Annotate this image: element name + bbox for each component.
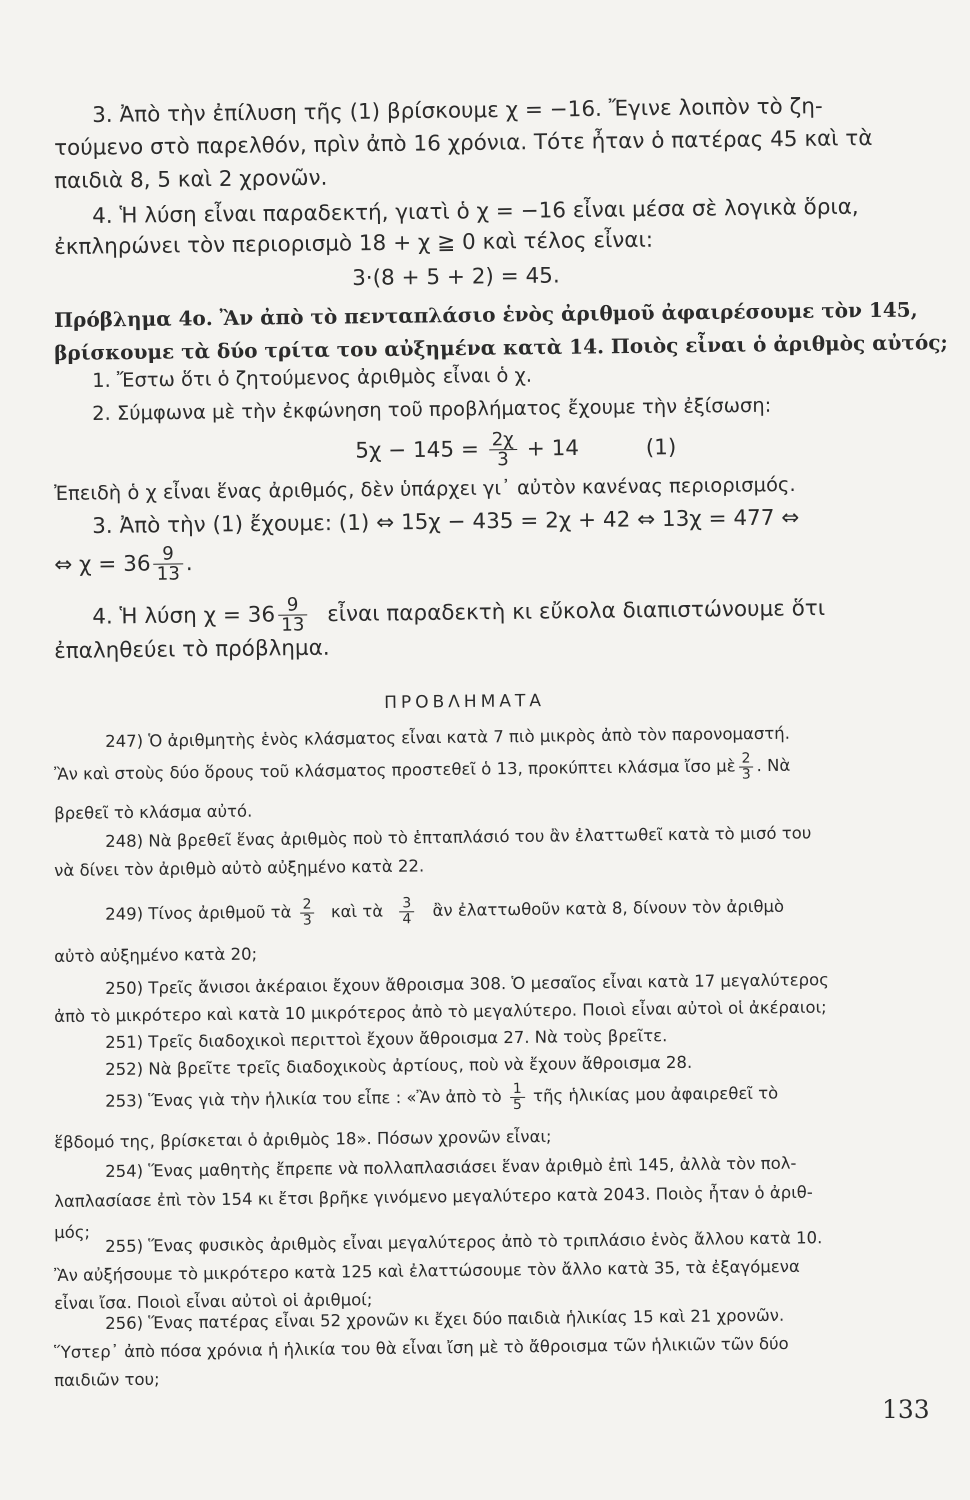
solution-step3-line1: 3. Ἀπὸ τὴν ἐπίλυση τῆς (1) βρίσκουμε χ = −16. Ἔγινε λοιπὸν τὸ ζη- (92, 94, 823, 128)
p253-tail: τῆς ἡλικίας μου ἀφαιρεθεῖ τὸ (532, 1083, 779, 1106)
p247-end: . Νὰ (756, 755, 791, 776)
problem-248-line1: 248) Νὰ βρεθεῖ ἕνας ἀριθμὸς ποὺ τὸ ἑπταπλάσιό του ἂν ἐλαττωθεῖ κατὰ τὸ μισό του (105, 823, 812, 851)
p249-tail: ἂν ἐλαττωθοῦν κατὰ 8, δίνουν τὸν ἀριθμὸ (432, 896, 785, 920)
problem-254-line3: μός; (54, 1222, 91, 1242)
equation-fraction (489, 430, 518, 470)
solution-step4-equation: 3·(8 + 5 + 2) = 45. (352, 263, 560, 291)
fraction-denominator: 13 (281, 614, 305, 636)
fraction-denominator: 5 (512, 1096, 523, 1113)
problem4-title-line1: Πρόβλημα 4ο. Ἂν ἀπὸ τὸ πενταπλάσιο ἑνὸς ἀριθμοῦ ἀφαιρέσουμε τὸν 145, (54, 297, 918, 332)
problem-256-line2: Ὕστερ᾽ ἀπὸ πόσα χρόνια ἡ ἡλικία του θὰ εἶναι ἴση μὲ τὸ ἄθροισμα τῶν ἡλικιῶν τῶν δύο (54, 1334, 789, 1362)
problem-249-line2: αὐτὸ αὐξημένο κατὰ 20; (54, 944, 258, 966)
fraction-numerator: 1 (510, 1082, 525, 1098)
fraction (738, 751, 753, 782)
fraction-numerator: 9 (153, 544, 182, 565)
problem-256-line1: 256) Ἕνας πατέρας εἶναι 52 χρονῶν κι ἔχει δύο παιδιὰ ἡλικίας 15 καὶ 21 χρονῶν. (105, 1305, 785, 1333)
problem-254-line1: 254) Ἕνας μαθητὴς ἔπρεπε νὰ πολλαπλασιάσει ἕναν ἀριθμὸ ἐπὶ 145, ἀλλὰ τὸν πολ- (105, 1153, 797, 1181)
problem-255-line2: Ἂν αὐξήσουμε τὸ μικρότερο κατὰ 125 καὶ ἐλαττώσουμε τὸν ἄλλο κατὰ 35, τὰ ἐξαγόμενα (54, 1256, 800, 1285)
fraction-denominator: 13 (156, 563, 181, 585)
fraction-numerator: 9 (278, 595, 307, 616)
fraction-denominator: 3 (741, 766, 751, 783)
page-number: 133 (882, 1395, 930, 1424)
fraction-denominator: 3 (302, 912, 312, 929)
fraction-denominator: 4 (402, 910, 412, 928)
solution-step3-line3: παιδιὰ 8, 5 καὶ 2 χρονῶν. (54, 165, 328, 194)
problem-251: 251) Τρεῖς διαδοχικοὶ περιττοὶ ἔχουν ἄθροισμα 27. Νὰ τοὺς βρεῖτε. (105, 1026, 668, 1052)
solution-step3-line2: τούμενο στὸ παρελθόν, πρὶν ἀπὸ 16 χρόνια. Τότε ἦταν ὁ πατέρας 45 καὶ τὰ (54, 126, 873, 161)
problem-247-line1: 247) Ὁ ἀριθμητὴς ἑνὸς κλάσματος εἶναι κατὰ 7 πιὸ μικρὸς ἀπὸ τὸν παρονομαστή. (105, 723, 791, 751)
fraction (399, 896, 414, 927)
problem-250-line2: ἀπὸ τὸ μικρότερο καὶ κατὰ 10 μικρότερος ἀπὸ τὸ μεγαλύτερο. Ποιοὶ εἶναι αὐτοὶ οἱ ἀκέραιοι; (54, 997, 827, 1026)
solution-step4-line2: ἐκπληρώνει τὸν περιορισμὸ 18 + χ ≧ 0 καὶ τέλος εἶναι: (54, 227, 654, 260)
solution-step4-line1: 4. Ἡ λύση εἶναι παραδεκτή, γιατὶ ὁ χ = −16 εἶναι μέσα σὲ λογικὰ ὅρια, (92, 194, 859, 229)
problem-253-line2: ἕβδομό της, βρίσκεται ὁ ἀριθμὸς 18». Πόσων χρονῶν εἶναι; (54, 1126, 552, 1152)
problem4-step3-result (54, 544, 193, 585)
problem-256-line3: παιδιῶν του; (54, 1369, 160, 1390)
fraction-denominator: 3 (497, 449, 509, 471)
problem4-step4-line1 (92, 589, 825, 637)
problem-255-line3: εἶναι ἴσα. Ποιοὶ εἶναι αὐτοὶ οἱ ἀριθμοί; (54, 1290, 373, 1313)
problem4-step2: 2. Σύμφωνα μὲ τὴν ἐκφώνηση τοῦ προβλήματος ἔχουμε τὴν ἐξίσωση: (92, 393, 772, 425)
problem4-step1: 1. Ἔστω ὅτι ὁ ζητούμενος ἀριθμὸς εἶναι ὁ χ. (92, 363, 533, 392)
problem-252: 252) Νὰ βρεῖτε τρεῖς διαδοχικοὺς ἀρτίους, ποὺ νὰ ἔχουν ἄθροισμα 28. (105, 1052, 693, 1079)
problem4-title-line2: βρίσκουμε τὰ δύο τρίτα του αὐξημένα κατὰ 14. Ποιὸς εἶναι ὁ ἀριθμὸς αὐτός; (54, 330, 948, 365)
period: . (185, 550, 193, 577)
equation-right: + 14 (526, 435, 580, 462)
mixed-fraction (153, 544, 183, 584)
fraction-numerator: 2χ (489, 430, 517, 451)
problems-heading: ΠΡΟΒΛΗΜΑΤΑ (384, 691, 546, 713)
p249-lead: 249) Τίνος ἀριθμοῦ τὰ (105, 902, 292, 924)
fraction (300, 897, 315, 928)
problem-255-line1: 255) Ἕνας φυσικὸς ἀριθμὸς εἶναι μεγαλύτερος ἀπὸ τὸ τριπλάσιο ἑνὸς ἄλλου κατὰ 10. (105, 1228, 823, 1256)
problem4-step4-line2: ἐπαληθεύει τὸ πρόβλημα. (54, 635, 330, 664)
problem-250-line1: 250) Τρεῖς ἄνισοι ἀκέραιοι ἔχουν ἄθροισμα 308. Ὁ μεσαῖος εἶναι κατὰ 17 μεγαλύτερος (105, 970, 829, 998)
problem-254-line2: λαπλασίασε ἐπὶ τὸν 154 κι ἔτσι βρῆκε γινόμενο μεγαλύτερο κατὰ 2043. Ποιὸς ἦταν ὁ ἀριθ- (54, 1182, 813, 1211)
problem4-step3: 3. Ἀπὸ τὴν (1) ἔχουμε: (1) ⇔ 15χ − 435 = 2χ + 42 ⇔ 13χ = 477 ⇔ (92, 505, 800, 539)
problem-253-line1 (105, 1079, 778, 1118)
step4-lead: 4. Ἡ λύση χ = 36 (92, 602, 276, 630)
p247-text: Ἂν καὶ στοὺς δύο ὅρους τοῦ κλάσματος προστεθεῖ ὁ 13, προκύπτει κλάσμα ἴσο μὲ (54, 756, 736, 784)
fraction-numerator: 3 (399, 896, 414, 912)
result-lead: ⇔ χ = 36 (54, 551, 151, 578)
fraction (510, 1082, 525, 1113)
fraction-numerator: 2 (300, 897, 315, 913)
problem-249-line1 (105, 892, 784, 931)
problem-247-line2 (54, 751, 791, 790)
fraction-numerator: 2 (738, 751, 753, 767)
problem4-restriction: Ἐπειδὴ ὁ χ εἶναι ἕνας ἀριθμός, δὲν ὑπάρχει γι᾽ αὐτὸν κανένας περιορισμός. (54, 472, 796, 505)
mixed-fraction (278, 595, 308, 635)
p253-lead: 253) Ἕνας γιὰ τὴν ἡλικία του εἶπε : «Ἂν ἀπὸ τὸ (105, 1086, 502, 1111)
problem-248-line2: νὰ δίνει τὸν ἀριθμὸ αὐτὸ αὐξημένο κατὰ 22. (54, 856, 425, 880)
problem4-equation (355, 428, 677, 471)
equation-left: 5χ − 145 = (355, 437, 480, 464)
equation-tag: (1) (645, 434, 677, 461)
p249-mid: καὶ τὰ (330, 901, 384, 921)
step4-tail: εἶναι παραδεκτὴ κι εὔκολα διαπιστώνουμε ὅτι (327, 595, 826, 627)
problem-247-line3: βρεθεῖ τὸ κλάσμα αὐτό. (54, 801, 253, 823)
